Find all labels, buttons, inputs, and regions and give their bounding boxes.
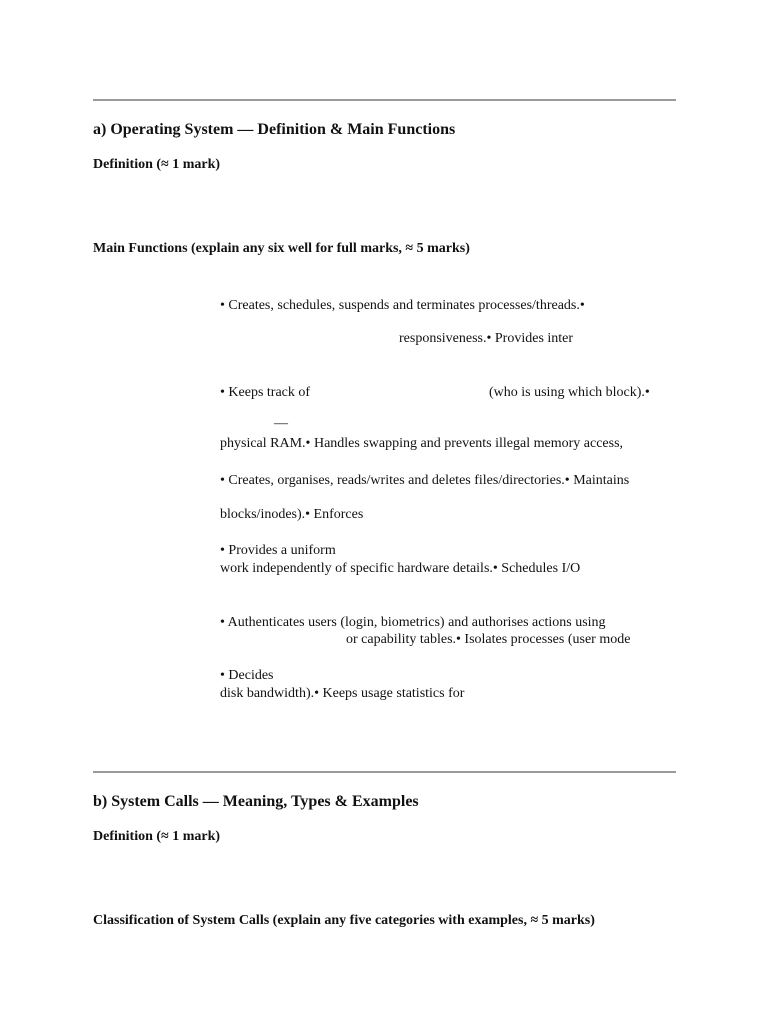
function-resource-allocation-line-2: disk bandwidth).• Keeps usage statistics for [220,686,465,701]
section-a-functions-heading: Main Functions (explain any six well for full marks, ≈ 5 marks) [93,241,470,256]
function-file-management-line-1: • Creates, organises, reads/writes and deletes files/directories.• Maintains [220,473,630,488]
function-process-management-line-2: responsiveness.• Provides inter [399,331,574,346]
function-file-management-line-2: blocks/inodes).• Enforces [220,507,364,522]
function-security-line-2: or capability tables.• Isolates processes (user mode [346,632,631,647]
function-memory-management-dash: — [274,416,288,431]
section-b-classification-heading: Classification of System Calls (explain any five categories with examples, ≈ 5 marks) [93,913,595,928]
section-b-definition-heading: Definition (≈ 1 mark) [93,829,221,844]
section-b-divider [93,771,676,773]
function-memory-management-line-2: physical RAM.• Handles swapping and prevents illegal memory access, [220,436,624,451]
function-resource-allocation-line-1: • Decides [220,668,274,683]
section-a-divider [93,99,676,101]
function-device-management-line-1: • Provides a uniform [220,543,336,558]
function-process-management-line-1: • Creates, schedules, suspends and terminates processes/threads.• [220,298,585,313]
function-memory-management-line-1b: (who is using which block).• [489,385,650,400]
section-a-title: a) Operating System — Definition & Main Functions [93,121,456,138]
function-device-management-line-2: work independently of specific hardware details.• Schedules I/O [220,561,581,576]
section-a-definition-heading: Definition (≈ 1 mark) [93,157,221,172]
function-memory-management-line-1a: • Keeps track of [220,385,311,400]
function-security-line-1: • Authenticates users (login, biometrics) and authorises actions using [220,615,606,630]
section-b-title: b) System Calls — Meaning, Types & Examples [93,793,419,810]
